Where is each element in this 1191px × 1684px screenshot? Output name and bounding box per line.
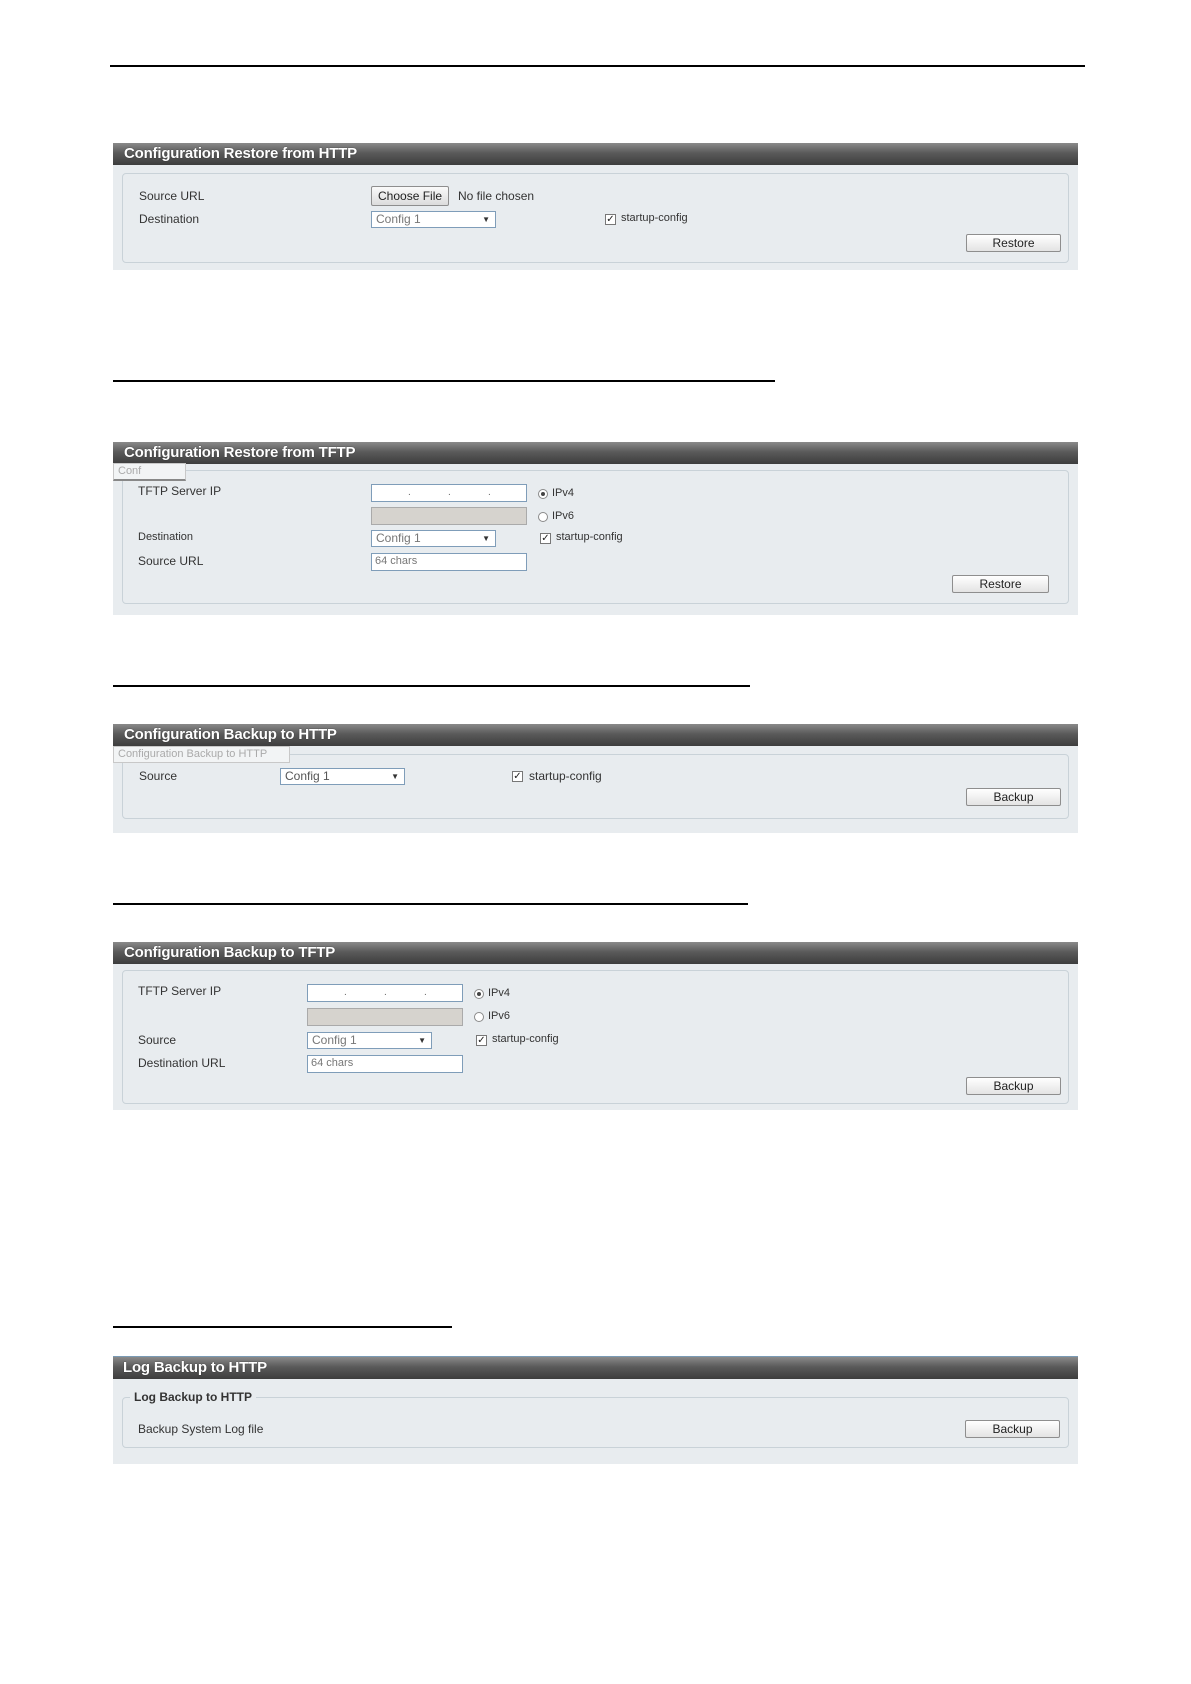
restore-button[interactable]: Restore xyxy=(966,234,1061,252)
section-rule-4 xyxy=(113,1326,452,1328)
restore-tftp-panel xyxy=(113,442,1078,615)
ipv6-label: IPv6 xyxy=(488,1010,511,1022)
source-select[interactable] xyxy=(280,768,405,785)
restore-button[interactable]: Restore xyxy=(952,575,1049,593)
tftp-server-ip-label: TFTP Server IP xyxy=(138,984,222,998)
source-url-input[interactable]: 64 chars xyxy=(371,553,527,571)
choose-file-button[interactable]: Choose File xyxy=(371,186,449,206)
source-url-label: Source URL xyxy=(139,189,205,203)
destination-url-input[interactable]: 64 chars xyxy=(307,1055,463,1073)
startup-config-label: startup-config xyxy=(621,212,688,224)
drag-ghost-label: Conf xyxy=(113,463,186,481)
panel-title: Configuration Restore from TFTP xyxy=(113,442,1078,464)
no-file-chosen-text: No file chosen xyxy=(458,189,535,203)
ipv6-radio[interactable] xyxy=(474,1012,484,1022)
destination-value: Config 1 xyxy=(376,531,421,545)
section-rule-2 xyxy=(113,685,750,687)
ipv6-label: IPv6 xyxy=(552,510,575,522)
destination-label: Destination xyxy=(139,212,200,226)
ip-separator: . xyxy=(344,987,347,998)
startup-config-label: startup-config xyxy=(492,1033,559,1045)
ipv6-address-input[interactable] xyxy=(371,507,527,525)
restore-http-panel xyxy=(113,143,1078,270)
panel-title: Configuration Backup to HTTP xyxy=(113,724,1078,746)
log-backup-http-panel xyxy=(113,1356,1078,1464)
startup-config-checkbox[interactable]: ✓ xyxy=(606,214,615,225)
ip-separator: . xyxy=(448,487,451,498)
backup-system-log-label: Backup System Log file xyxy=(138,1422,264,1436)
restore-tftp-form xyxy=(122,470,1069,604)
source-value: Config 1 xyxy=(285,769,330,783)
startup-config-checkbox[interactable]: ✓ xyxy=(477,1035,486,1046)
ipv6-radio[interactable] xyxy=(538,512,548,522)
section-rule-3 xyxy=(113,903,748,905)
ipv4-label: IPv4 xyxy=(488,987,511,999)
source-label: Source xyxy=(139,769,178,783)
ipv4-address-input[interactable] xyxy=(371,484,527,502)
backup-button[interactable]: Backup xyxy=(966,788,1061,806)
source-url-label: Source URL xyxy=(138,554,204,568)
ip-separator: . xyxy=(384,987,387,998)
destination-url-label: Destination URL xyxy=(138,1056,226,1070)
source-label: Source xyxy=(138,1033,177,1047)
chevron-down-icon: ▼ xyxy=(418,1036,426,1045)
ipv4-label: IPv4 xyxy=(552,487,575,499)
source-value: Config 1 xyxy=(312,1033,357,1047)
page-top-rule xyxy=(110,65,1085,67)
backup-http-form xyxy=(122,754,1069,819)
backup-tftp-form xyxy=(122,970,1069,1104)
ipv6-address-input[interactable] xyxy=(307,1008,463,1026)
panel-title: Configuration Restore from HTTP xyxy=(113,143,1078,165)
startup-config-checkbox[interactable]: ✓ xyxy=(541,533,550,544)
startup-config-label: startup-config xyxy=(556,531,623,543)
fieldset-legend: Log Backup to HTTP xyxy=(130,1390,256,1404)
startup-config-label: startup-config xyxy=(529,769,602,783)
destination-select[interactable] xyxy=(371,211,496,228)
ip-separator: . xyxy=(488,487,491,498)
restore-http-form xyxy=(122,173,1069,263)
section-rule-1 xyxy=(113,380,775,382)
destination-value: Config 1 xyxy=(376,212,421,226)
chevron-down-icon: ▼ xyxy=(391,772,399,781)
ipv4-radio[interactable] xyxy=(538,489,548,499)
destination-select[interactable] xyxy=(371,530,496,547)
log-backup-fieldset xyxy=(122,1390,1069,1448)
drag-ghost-label: Configuration Backup to HTTP xyxy=(113,746,290,763)
ip-separator: . xyxy=(424,987,427,998)
destination-label: Destination xyxy=(138,531,194,543)
panel-title: Log Backup to HTTP xyxy=(113,1357,1078,1379)
tftp-server-ip-label: TFTP Server IP xyxy=(138,484,222,498)
startup-config-checkbox[interactable]: ✓ xyxy=(513,771,522,782)
chevron-down-icon: ▼ xyxy=(482,534,490,543)
backup-tftp-panel xyxy=(113,942,1078,1110)
backup-http-panel xyxy=(113,724,1078,833)
panel-title: Configuration Backup to TFTP xyxy=(113,942,1078,964)
ipv4-address-input[interactable] xyxy=(307,984,463,1002)
backup-button[interactable]: Backup xyxy=(966,1077,1061,1095)
backup-button[interactable]: Backup xyxy=(965,1420,1060,1438)
ip-separator: . xyxy=(408,487,411,498)
source-select[interactable] xyxy=(307,1032,432,1049)
ipv4-radio[interactable] xyxy=(474,989,484,999)
chevron-down-icon: ▼ xyxy=(482,215,490,224)
